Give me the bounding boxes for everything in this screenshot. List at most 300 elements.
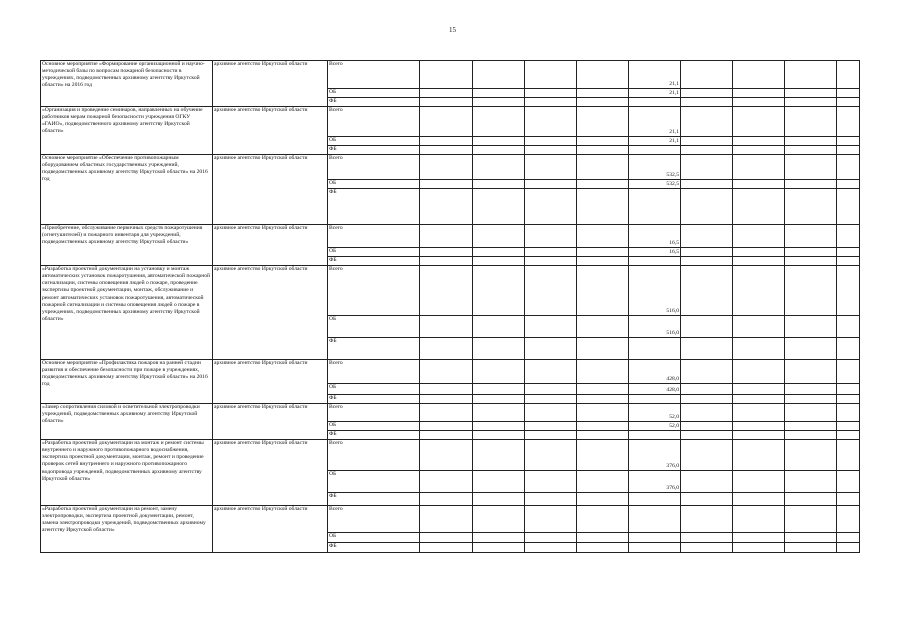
- empty-cell: [837, 146, 860, 155]
- empty-cell: [733, 440, 785, 471]
- empty-cell: [525, 266, 577, 316]
- amount-cell: [629, 257, 681, 266]
- amount-cell: [629, 146, 681, 155]
- empty-cell: [681, 107, 733, 137]
- empty-cell: [837, 61, 860, 89]
- empty-cell: [473, 543, 525, 553]
- empty-cell: [473, 257, 525, 266]
- empty-cell: [785, 146, 837, 155]
- empty-cell: [733, 431, 785, 440]
- empty-cell: [681, 422, 733, 431]
- empty-cell: [733, 257, 785, 266]
- empty-cell: [525, 257, 577, 266]
- funding-source-label: Всего: [328, 506, 420, 533]
- empty-cell: [525, 98, 577, 107]
- empty-cell: [525, 440, 577, 471]
- empty-cell: [681, 189, 733, 225]
- amount-cell: 532,5: [629, 180, 681, 189]
- empty-cell: [420, 248, 473, 257]
- amount-cell: 21,1: [629, 137, 681, 146]
- empty-cell: [577, 155, 629, 180]
- measure-description: Основное мероприятие «Формирование организационной и научно-методической базы по вопросам пожарной безопасности в учреждениях, подведомственных архивному агентству Иркутской области» на 2016 год: [41, 61, 213, 107]
- funding-source-label: ФБ: [328, 338, 420, 360]
- empty-cell: [420, 98, 473, 107]
- empty-cell: [681, 225, 733, 248]
- empty-cell: [785, 189, 837, 225]
- amount-cell: [629, 189, 681, 225]
- empty-cell: [733, 543, 785, 553]
- empty-cell: [525, 137, 577, 146]
- empty-cell: [577, 180, 629, 189]
- empty-cell: [577, 493, 629, 506]
- empty-cell: [837, 384, 860, 395]
- empty-cell: [681, 180, 733, 189]
- funding-source-label: Всего: [328, 360, 420, 384]
- empty-cell: [473, 471, 525, 493]
- table-row: [41, 266, 860, 316]
- page-number: 15: [449, 26, 456, 34]
- empty-cell: [785, 89, 837, 98]
- funding-source-label: ФБ: [328, 189, 420, 225]
- empty-cell: [681, 137, 733, 146]
- empty-cell: [733, 422, 785, 431]
- measure-description: «Разработка проектной документации на установку и монтаж автоматических установок пожаротушения, автоматической пожарной сигнализации, системы оповещения людей о пожаре, проведение экспертизы проектной документации, монтаж, обслуживание и ремонт автоматических установок пожаротушения, автоматической пожарной сигнализации и системы оповещения людей о пожаре в учреждениях, подведомственных архивному агентству Иркутской области»: [41, 266, 213, 360]
- empty-cell: [420, 146, 473, 155]
- empty-cell: [837, 543, 860, 553]
- empty-cell: [785, 266, 837, 316]
- executor: архивное агентство Иркутской области: [213, 155, 328, 225]
- empty-cell: [681, 155, 733, 180]
- empty-cell: [525, 384, 577, 395]
- empty-cell: [473, 533, 525, 543]
- amount-cell: 428,0: [629, 360, 681, 384]
- funding-source-label: ФБ: [328, 395, 420, 404]
- empty-cell: [681, 248, 733, 257]
- amount-cell: 516,0: [629, 316, 681, 338]
- empty-cell: [420, 360, 473, 384]
- empty-cell: [473, 225, 525, 248]
- funding-source-label: Всего: [328, 225, 420, 248]
- empty-cell: [733, 533, 785, 543]
- amount-cell: 52,0: [629, 422, 681, 431]
- empty-cell: [785, 404, 837, 422]
- funding-source-label: ОБ: [328, 533, 420, 543]
- empty-cell: [525, 316, 577, 338]
- executor: архивное агентство Иркутской области: [213, 266, 328, 360]
- amount-cell: [629, 543, 681, 553]
- empty-cell: [681, 395, 733, 404]
- funding-source-label: ФБ: [328, 98, 420, 107]
- empty-cell: [577, 225, 629, 248]
- empty-cell: [420, 89, 473, 98]
- empty-cell: [785, 180, 837, 189]
- empty-cell: [837, 395, 860, 404]
- empty-cell: [420, 189, 473, 225]
- empty-cell: [420, 155, 473, 180]
- empty-cell: [420, 440, 473, 471]
- measure-description: Основное мероприятие «Обеспечение противопожарным оборудованием областных государственных учреждений, подведомственных архивному агентству Иркутской области» на 2016 год: [41, 155, 213, 225]
- empty-cell: [837, 257, 860, 266]
- amount-cell: 21,1: [629, 61, 681, 89]
- empty-cell: [577, 506, 629, 533]
- empty-cell: [473, 155, 525, 180]
- funding-source-label: ФБ: [328, 257, 420, 266]
- empty-cell: [785, 107, 837, 137]
- empty-cell: [837, 440, 860, 471]
- empty-cell: [473, 189, 525, 225]
- empty-cell: [733, 98, 785, 107]
- empty-cell: [785, 471, 837, 493]
- empty-cell: [733, 155, 785, 180]
- empty-cell: [785, 257, 837, 266]
- amount-cell: [629, 338, 681, 360]
- measure-description: «Разработка проектной документации на монтаж и ремонт системы внутреннего и наружного противопожарного водоснабжения, экспертиза проектной документации, монтаж, ремонт и проведение проверок сетей внутреннего и наружного противопожарного водопровода учреждений, подведомственных архивному агентству Иркутской области»: [41, 440, 213, 506]
- empty-cell: [681, 89, 733, 98]
- empty-cell: [733, 248, 785, 257]
- table-row: [41, 506, 860, 533]
- empty-cell: [420, 471, 473, 493]
- empty-cell: [733, 225, 785, 248]
- empty-cell: [837, 316, 860, 338]
- empty-cell: [733, 471, 785, 493]
- funding-source-label: ОБ: [328, 422, 420, 431]
- empty-cell: [785, 155, 837, 180]
- empty-cell: [473, 395, 525, 404]
- empty-cell: [681, 266, 733, 316]
- empty-cell: [420, 404, 473, 422]
- empty-cell: [785, 316, 837, 338]
- funding-source-label: ОБ: [328, 180, 420, 189]
- empty-cell: [681, 471, 733, 493]
- empty-cell: [525, 89, 577, 98]
- empty-cell: [681, 316, 733, 338]
- empty-cell: [733, 146, 785, 155]
- empty-cell: [681, 146, 733, 155]
- empty-cell: [420, 431, 473, 440]
- amount-cell: [629, 506, 681, 533]
- empty-cell: [473, 440, 525, 471]
- empty-cell: [785, 431, 837, 440]
- empty-cell: [420, 266, 473, 316]
- empty-cell: [837, 98, 860, 107]
- empty-cell: [525, 146, 577, 155]
- executor: архивное агентство Иркутской области: [213, 107, 328, 155]
- empty-cell: [785, 384, 837, 395]
- executor: архивное агентство Иркутской области: [213, 506, 328, 553]
- table-row: [41, 360, 860, 384]
- empty-cell: [577, 384, 629, 395]
- empty-cell: [420, 533, 473, 543]
- empty-cell: [577, 146, 629, 155]
- empty-cell: [473, 137, 525, 146]
- measure-description: «Разработка проектной документации на ремонт, замену электропроводки, экспертиза проектной документации, ремонт, замена электропроводки учреждений, подведомственных архивному агентству Иркутской области»: [41, 506, 213, 553]
- empty-cell: [577, 471, 629, 493]
- empty-cell: [837, 493, 860, 506]
- funding-source-label: ФБ: [328, 146, 420, 155]
- funding-source-label: Всего: [328, 404, 420, 422]
- empty-cell: [420, 61, 473, 89]
- funding-source-label: ФБ: [328, 431, 420, 440]
- empty-cell: [837, 404, 860, 422]
- empty-cell: [577, 266, 629, 316]
- empty-cell: [420, 225, 473, 248]
- empty-cell: [577, 395, 629, 404]
- empty-cell: [785, 98, 837, 107]
- amount-cell: [629, 395, 681, 404]
- empty-cell: [473, 404, 525, 422]
- measure-description: «Приобретение, обслуживание первичных средств пожаротушения (огнетушителей) и пожарного инвентаря для учреждений, подведомственных архивному агентству Иркутской области»: [41, 225, 213, 266]
- empty-cell: [785, 533, 837, 543]
- empty-cell: [681, 440, 733, 471]
- empty-cell: [577, 61, 629, 89]
- empty-cell: [681, 360, 733, 384]
- empty-cell: [473, 107, 525, 137]
- empty-cell: [837, 225, 860, 248]
- empty-cell: [577, 440, 629, 471]
- amount-cell: 516,0: [629, 266, 681, 316]
- empty-cell: [837, 155, 860, 180]
- empty-cell: [473, 422, 525, 431]
- empty-cell: [420, 422, 473, 431]
- empty-cell: [733, 316, 785, 338]
- empty-cell: [837, 266, 860, 316]
- empty-cell: [420, 137, 473, 146]
- empty-cell: [837, 506, 860, 533]
- empty-cell: [525, 471, 577, 493]
- amount-cell: 376,0: [629, 440, 681, 471]
- empty-cell: [733, 384, 785, 395]
- measure-description: «Организация и проведение семинаров, направленных на обучение работников мерам пожарной безопасности учреждения ОГКУ «ГАИО», подведомственного архивному агентству Иркутской области»: [41, 107, 213, 155]
- empty-cell: [785, 137, 837, 146]
- empty-cell: [733, 107, 785, 137]
- empty-cell: [733, 137, 785, 146]
- empty-cell: [681, 98, 733, 107]
- empty-cell: [733, 61, 785, 89]
- empty-cell: [837, 107, 860, 137]
- empty-cell: [577, 89, 629, 98]
- empty-cell: [577, 248, 629, 257]
- empty-cell: [577, 189, 629, 225]
- empty-cell: [420, 338, 473, 360]
- empty-cell: [577, 316, 629, 338]
- empty-cell: [473, 431, 525, 440]
- table-row: [41, 61, 860, 89]
- empty-cell: [420, 257, 473, 266]
- funding-source-label: ОБ: [328, 384, 420, 395]
- program-table: [40, 60, 860, 553]
- empty-cell: [420, 506, 473, 533]
- empty-cell: [525, 225, 577, 248]
- empty-cell: [733, 395, 785, 404]
- empty-cell: [837, 248, 860, 257]
- empty-cell: [681, 338, 733, 360]
- empty-cell: [577, 543, 629, 553]
- empty-cell: [420, 316, 473, 338]
- empty-cell: [525, 493, 577, 506]
- empty-cell: [473, 316, 525, 338]
- empty-cell: [473, 146, 525, 155]
- empty-cell: [577, 431, 629, 440]
- empty-cell: [525, 189, 577, 225]
- empty-cell: [577, 422, 629, 431]
- empty-cell: [525, 338, 577, 360]
- amount-cell: 21,1: [629, 89, 681, 98]
- table-row: [41, 107, 860, 137]
- funding-source-label: Всего: [328, 155, 420, 180]
- amount-cell: [629, 98, 681, 107]
- empty-cell: [420, 395, 473, 404]
- empty-cell: [525, 404, 577, 422]
- executor: архивное агентство Иркутской области: [213, 225, 328, 266]
- empty-cell: [733, 360, 785, 384]
- empty-cell: [577, 107, 629, 137]
- empty-cell: [473, 338, 525, 360]
- empty-cell: [577, 257, 629, 266]
- measure-description: «Замер сопротивления силовой и осветительной электропроводки учреждений, подведомственных архивному агентству Иркутской области»: [41, 404, 213, 440]
- empty-cell: [681, 506, 733, 533]
- empty-cell: [525, 107, 577, 137]
- funding-source-label: ОБ: [328, 89, 420, 98]
- empty-cell: [577, 533, 629, 543]
- table-row: [41, 440, 860, 471]
- empty-cell: [785, 338, 837, 360]
- empty-cell: [681, 404, 733, 422]
- empty-cell: [837, 533, 860, 543]
- funding-source-label: Всего: [328, 266, 420, 316]
- empty-cell: [837, 137, 860, 146]
- empty-cell: [473, 384, 525, 395]
- funding-source-label: ФБ: [328, 493, 420, 506]
- empty-cell: [837, 422, 860, 431]
- funding-source-label: ОБ: [328, 316, 420, 338]
- funding-source-label: ОБ: [328, 471, 420, 493]
- funding-source-label: Всего: [328, 107, 420, 137]
- empty-cell: [525, 360, 577, 384]
- empty-cell: [525, 422, 577, 431]
- empty-cell: [785, 543, 837, 553]
- empty-cell: [733, 338, 785, 360]
- funding-source-label: ФБ: [328, 543, 420, 553]
- empty-cell: [420, 543, 473, 553]
- empty-cell: [420, 384, 473, 395]
- empty-cell: [473, 506, 525, 533]
- measure-description: Основное мероприятие «Профилактика пожаров на ранней стадии развития и обеспечение безопасности при пожаре в учреждениях, подведомственных архивному агентству Иркутской области» на 2016 год: [41, 360, 213, 404]
- amount-cell: 16,5: [629, 248, 681, 257]
- empty-cell: [577, 404, 629, 422]
- empty-cell: [837, 180, 860, 189]
- empty-cell: [681, 543, 733, 553]
- empty-cell: [837, 89, 860, 98]
- amount-cell: [629, 431, 681, 440]
- empty-cell: [733, 506, 785, 533]
- empty-cell: [681, 61, 733, 89]
- empty-cell: [525, 61, 577, 89]
- empty-cell: [837, 471, 860, 493]
- table-body: [41, 61, 860, 553]
- empty-cell: [525, 533, 577, 543]
- executor: архивное агентство Иркутской области: [213, 440, 328, 506]
- empty-cell: [837, 189, 860, 225]
- empty-cell: [473, 89, 525, 98]
- empty-cell: [837, 338, 860, 360]
- executor: архивное агентство Иркутской области: [213, 404, 328, 440]
- empty-cell: [473, 360, 525, 384]
- empty-cell: [785, 225, 837, 248]
- empty-cell: [420, 180, 473, 189]
- funding-source-label: ОБ: [328, 248, 420, 257]
- empty-cell: [733, 180, 785, 189]
- empty-cell: [473, 61, 525, 89]
- amount-cell: [629, 533, 681, 543]
- executor: архивное агентство Иркутской области: [213, 61, 328, 107]
- empty-cell: [420, 107, 473, 137]
- empty-cell: [681, 384, 733, 395]
- empty-cell: [785, 506, 837, 533]
- amount-cell: 52,0: [629, 404, 681, 422]
- table-row: [41, 155, 860, 180]
- table-row: [41, 404, 860, 422]
- empty-cell: [785, 493, 837, 506]
- funding-source-label: ОБ: [328, 137, 420, 146]
- empty-cell: [577, 360, 629, 384]
- empty-cell: [733, 404, 785, 422]
- empty-cell: [785, 395, 837, 404]
- amount-cell: 21,1: [629, 107, 681, 137]
- empty-cell: [785, 440, 837, 471]
- amount-cell: 376,0: [629, 471, 681, 493]
- funding-source-label: Всего: [328, 440, 420, 471]
- empty-cell: [473, 98, 525, 107]
- empty-cell: [577, 137, 629, 146]
- empty-cell: [525, 506, 577, 533]
- empty-cell: [681, 533, 733, 543]
- empty-cell: [733, 493, 785, 506]
- amount-cell: 532,5: [629, 155, 681, 180]
- empty-cell: [525, 180, 577, 189]
- empty-cell: [525, 395, 577, 404]
- table-row: [41, 225, 860, 248]
- amount-cell: 16,5: [629, 225, 681, 248]
- empty-cell: [577, 98, 629, 107]
- empty-cell: [681, 431, 733, 440]
- empty-cell: [785, 61, 837, 89]
- empty-cell: [837, 360, 860, 384]
- empty-cell: [785, 422, 837, 431]
- empty-cell: [420, 493, 473, 506]
- empty-cell: [785, 248, 837, 257]
- empty-cell: [473, 180, 525, 189]
- empty-cell: [733, 266, 785, 316]
- executor: архивное агентство Иркутской области: [213, 360, 328, 404]
- empty-cell: [473, 493, 525, 506]
- empty-cell: [473, 266, 525, 316]
- amount-cell: [629, 493, 681, 506]
- amount-cell: 428,0: [629, 384, 681, 395]
- empty-cell: [577, 338, 629, 360]
- empty-cell: [525, 543, 577, 553]
- empty-cell: [473, 248, 525, 257]
- empty-cell: [837, 431, 860, 440]
- empty-cell: [733, 89, 785, 98]
- empty-cell: [733, 189, 785, 225]
- empty-cell: [681, 493, 733, 506]
- empty-cell: [525, 431, 577, 440]
- funding-source-label: Всего: [328, 61, 420, 89]
- empty-cell: [525, 248, 577, 257]
- empty-cell: [681, 257, 733, 266]
- empty-cell: [525, 155, 577, 180]
- empty-cell: [785, 360, 837, 384]
